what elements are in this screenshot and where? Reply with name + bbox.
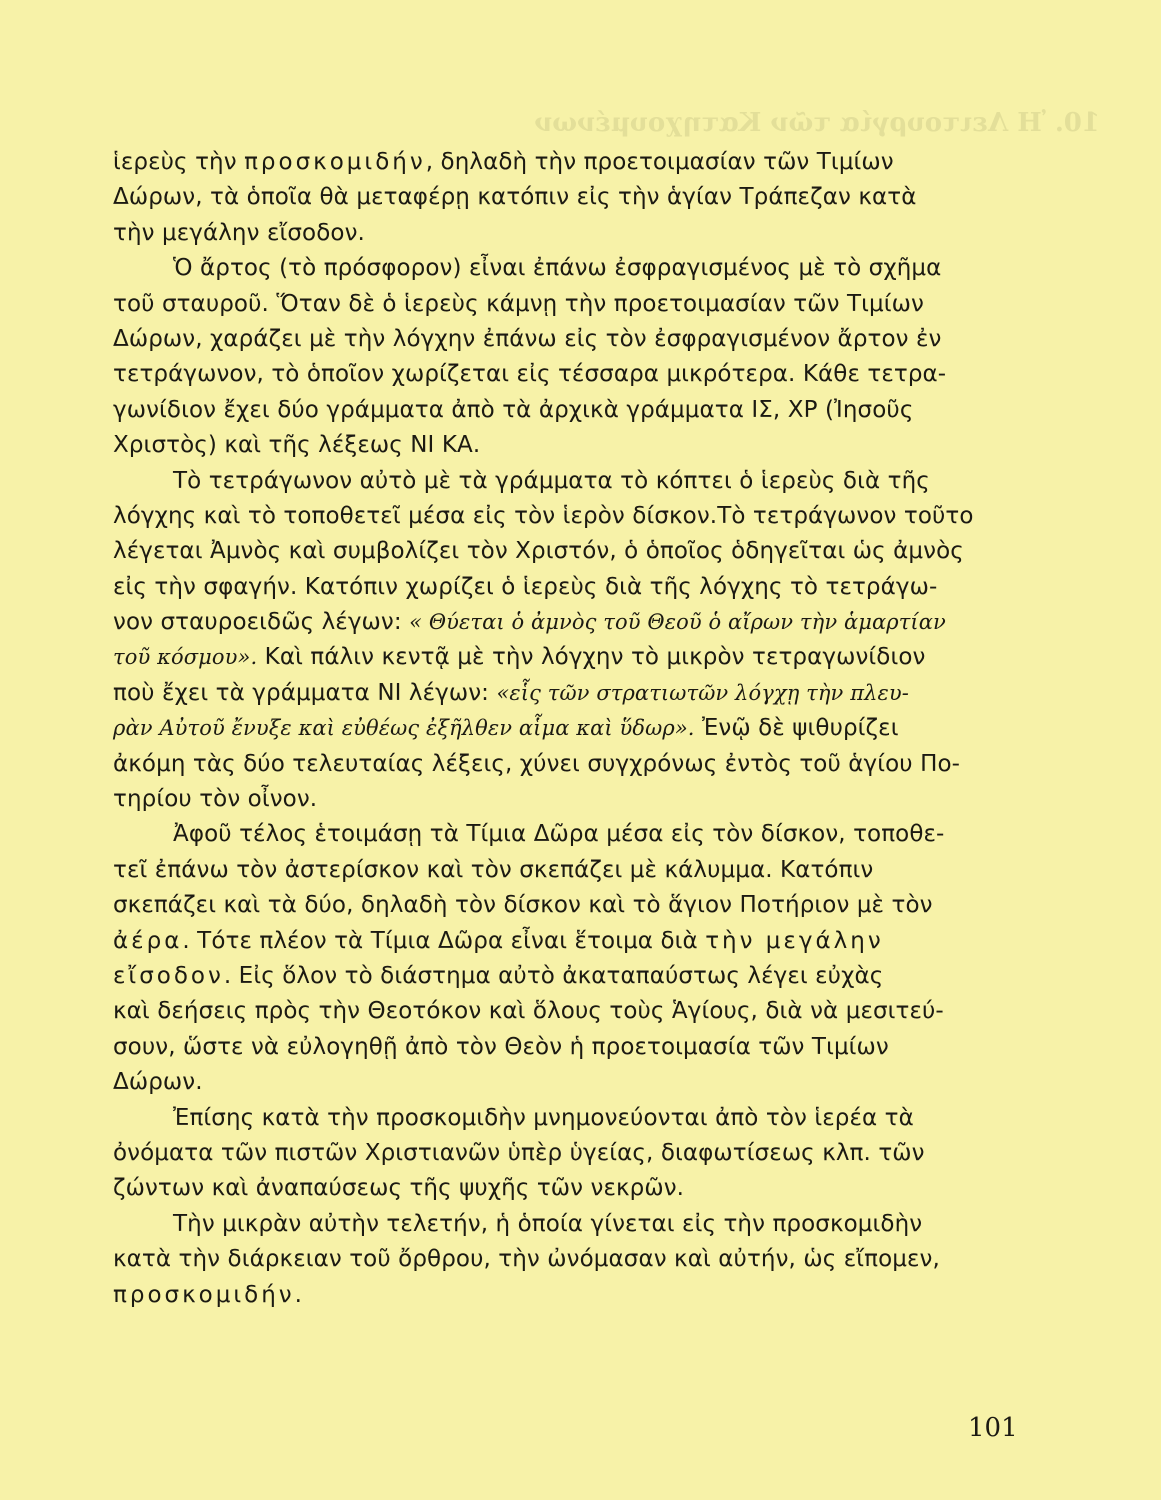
- text-segment: . Εἰς ὅλον τὸ διάστημα αὐτὸ ἀκαταπαύστως λέγει εὐχὰς: [223, 962, 884, 989]
- liturgical-quote: «εἷς τῶν στρατιωτῶν λόγχῃ τὴν πλευ-: [496, 680, 909, 705]
- text-line: [113, 605, 1023, 640]
- text-line: ἀκόμη τὰς δύο τελευταίας λέξεις, χύνει συγχρόνως ἐντὸς τοῦ ἁγίου Πο-: [113, 750, 961, 777]
- text-line: προσκομιδήν.: [113, 1281, 305, 1308]
- text-line: τετράγωνον, τὸ ὁποῖον χωρίζεται εἰς τέσσαρα μικρότερα. Κάθε τετρα-: [113, 361, 947, 388]
- text-line: Δώρων, τὰ ὁποῖα θὰ μεταφέρῃ κατόπιν εἰς τὴν ἁγίαν Τράπεζαν κατὰ: [113, 184, 917, 211]
- liturgical-quote: ρὰν Αὐτοῦ ἔνυξε καὶ εὐθέως ἐξῆλθεν αἷμα καὶ ὕδωρ».: [113, 716, 695, 741]
- text-line: [113, 676, 1023, 711]
- text-line: τηρίου τὸν οἶνον.: [113, 786, 318, 813]
- paragraph-start: Ἐπίσης κατὰ τὴν προσκομιδὴν μνημονεύονται ἀπὸ τὸν ἱερέα τὰ: [173, 1104, 914, 1131]
- text-segment: νον σταυροειδῶς λέγων:: [113, 609, 410, 636]
- paragraph-start: Τὸ τετράγωνον αὐτὸ μὲ τὰ γράμματα τὸ κόπτει ὁ ἱερεὺς διὰ τῆς: [173, 467, 930, 494]
- text-line: τοῦ σταυροῦ. Ὅταν δὲ ὁ ἱερεὺς κάμνῃ τὴν προετοιμασίαν τῶν Τιμίων: [113, 290, 924, 317]
- text-line: κατὰ τὴν διάρκειαν τοῦ ὄρθρου, τὴν ὠνόμασαν καὶ αὐτήν, ὡς εἴπομεν,: [113, 1246, 940, 1273]
- text-segment: ποὺ ἔχει τὰ γράμματα ΝΙ λέγων:: [113, 679, 497, 706]
- paragraph-start: Ὁ ἄρτος (τὸ πρόσφορον) εἶναι ἐπάνω ἐσφραγισμένος μὲ τὸ σχῆμα: [173, 255, 942, 282]
- text-line: λόγχης καὶ τὸ τοποθετεῖ μέσα εἰς τὸν ἱερὸν δίσκον.Τὸ τετράγωνον τοῦτο: [113, 502, 974, 529]
- text-line: λέγεται Ἀμνὸς καὶ συμβολίζει τὸν Χριστόν, ὁ ὁποῖος ὁδηγεῖται ὡς ἀμνὸς: [113, 538, 964, 565]
- text-line: [113, 711, 1023, 746]
- liturgical-quote: τοῦ κόσμου».: [113, 645, 258, 670]
- text-line: Χριστὸς) καὶ τῆς λέξεως ΝΙ ΚΑ.: [113, 432, 481, 459]
- paragraph-start: Ἀφοῦ τέλος ἑτοιμάσῃ τὰ Τίμια Δῶρα μέσα εἰς τὸν δίσκον, τοποθε-: [173, 821, 945, 848]
- text-line: [113, 959, 1023, 994]
- text-line: [113, 145, 1023, 180]
- spaced-term: ἀέρα: [113, 927, 183, 954]
- paragraph-start: Τὴν μικρὰν αὐτὴν τελετήν, ἡ ὁποία γίνεται εἰς τὴν προσκομιδὴν: [173, 1210, 923, 1237]
- text-line: ὀνόματα τῶν πιστῶν Χριστιανῶν ὑπὲρ ὑγείας, διαφωτίσεως κλπ. τῶν: [113, 1139, 925, 1166]
- text-line: σκεπάζει καὶ τὰ δύο, δηλαδὴ τὸν δίσκον καὶ τὸ ἅγιον Ποτήριον μὲ τὸν: [113, 892, 933, 919]
- text-line: Δώρων.: [113, 1069, 203, 1096]
- text-line: τεῖ ἐπάνω τὸν ἀστερίσκον καὶ τὸν σκεπάζει μὲ κάλυμμα. Κατόπιν: [113, 856, 874, 883]
- text-line: ζώντων καὶ ἀναπαύσεως τῆς ψυχῆς τῶν νεκρῶν.: [113, 1175, 685, 1202]
- liturgical-quote: « Θύεται ὁ ἀμνὸς τοῦ Θεοῦ ὁ αἴρων τὴν ἁμαρτίαν: [409, 610, 946, 635]
- text-line: σουν, ὥστε νὰ εὐλογηθῇ ἀπὸ τὸν Θεὸν ἡ προετοιμασία τῶν Τιμίων: [113, 1033, 889, 1060]
- text-segment: , δηλαδὴ τὴν προετοιμασίαν τῶν Τιμίων: [425, 149, 894, 175]
- text-segment: . Τότε πλέον τὰ Τίμια Δῶρα εἶναι ἕτοιμα διὰ: [182, 927, 706, 954]
- text-line: γωνίδιον ἔχει δύο γράμματα ἀπὸ τὰ ἀρχικὰ γράμματα ΙΣ, ΧΡ (Ἰησοῦς: [113, 396, 914, 423]
- text-line: καὶ δεήσεις πρὸς τὴν Θεοτόκον καὶ ὅλους τοὺς Ἁγίους, διὰ νὰ μεσιτεύ-: [113, 998, 944, 1025]
- text-line: Δώρων, χαράζει μὲ τὴν λόγχην ἐπάνω εἰς τὸν ἐσφραγισμένον ἄρτον ἐν: [113, 325, 942, 352]
- bleed-through-text: 10. Ἡ Λειτουργία τῶν Κατηχουμένων: [534, 108, 1100, 138]
- text-line: τὴν μεγάλην εἴσοδον.: [113, 219, 365, 246]
- body-text: [113, 145, 1023, 1313]
- text-segment: ἱερεὺς τὴν: [113, 149, 245, 175]
- spaced-term: προσκομιδήν: [244, 149, 426, 175]
- text-segment: Καὶ πάλιν κεντᾷ μὲ τὴν λόγχην τὸ μικρὸν τετραγωνίδιον: [257, 644, 926, 671]
- text-line: [113, 924, 1023, 959]
- text-segment: Ἐνῷ δὲ ψιθυρίζει: [694, 715, 899, 742]
- spaced-term: εἴσοδον: [113, 962, 224, 989]
- page-number: 101: [968, 1413, 1018, 1443]
- text-line: [113, 640, 1023, 675]
- spaced-term: τὴν μεγάλην: [705, 927, 884, 954]
- text-line: εἰς τὴν σφαγήν. Κατόπιν χωρίζει ὁ ἱερεὺς διὰ τῆς λόγχης τὸ τετράγω-: [113, 573, 938, 600]
